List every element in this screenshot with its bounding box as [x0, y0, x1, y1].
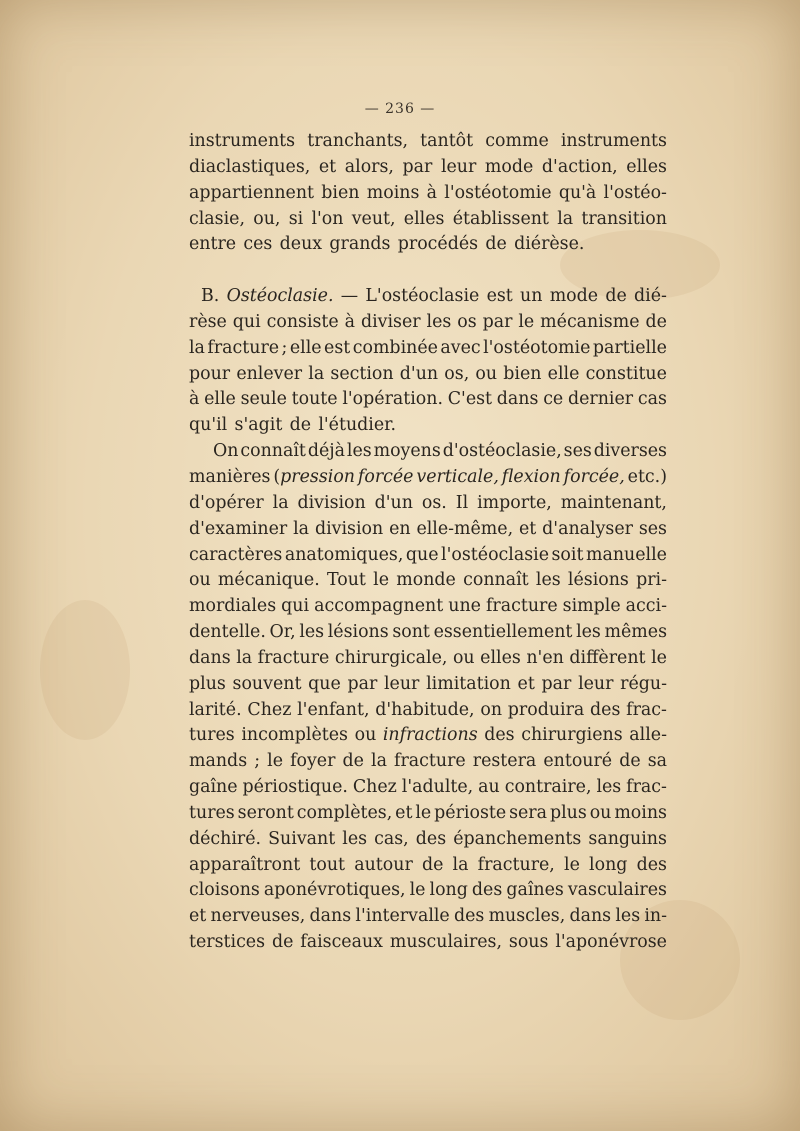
word: le	[415, 802, 432, 823]
word: les	[299, 622, 325, 643]
word: complètes,	[296, 802, 393, 823]
word: leur	[440, 156, 477, 177]
word: leur	[384, 673, 420, 694]
word: instruments	[189, 131, 296, 151]
word: moins	[366, 182, 420, 203]
word: tures	[189, 802, 235, 823]
word: la	[452, 854, 469, 875]
word: procédés	[397, 234, 479, 255]
word: clasie,	[189, 208, 245, 229]
text-line	[189, 853, 667, 879]
word: in-	[644, 906, 667, 927]
word: à	[426, 182, 438, 203]
word: avec	[440, 337, 481, 358]
word: forcée	[357, 466, 414, 487]
word: elle-même,	[416, 518, 514, 539]
word: à	[189, 389, 200, 410]
word: le	[267, 751, 283, 772]
word: vasculaires	[567, 880, 667, 901]
word: qu'il	[189, 415, 228, 436]
word: accompagnent	[314, 596, 444, 617]
word: mordiales	[189, 596, 277, 617]
word: soit	[551, 544, 584, 565]
word: fracture	[207, 337, 280, 358]
word: ses	[563, 441, 592, 462]
word: Il	[455, 492, 469, 513]
word: qu'à	[558, 182, 597, 203]
word: ces	[243, 234, 273, 255]
word: les	[596, 777, 622, 798]
word: diaclastiques,	[189, 156, 311, 177]
word: et	[517, 673, 535, 694]
word: le	[518, 311, 535, 332]
word: par	[482, 311, 513, 332]
word: foyer	[290, 751, 336, 772]
word: qui	[232, 311, 261, 332]
word: combinée	[352, 337, 438, 358]
word: la	[308, 363, 325, 384]
word: périostique.	[242, 777, 348, 798]
word: long	[589, 854, 628, 875]
word: que	[405, 544, 439, 565]
word: si	[288, 208, 304, 229]
word: elles	[626, 156, 667, 177]
text-line	[189, 775, 667, 801]
word: elle	[204, 389, 236, 410]
word: cloisons	[189, 880, 260, 901]
text-line	[189, 568, 667, 594]
text-line	[189, 387, 667, 413]
word: dans	[309, 906, 352, 927]
word: long	[429, 880, 468, 901]
word: de	[605, 286, 627, 307]
word: au	[478, 777, 500, 798]
word: frac-	[626, 699, 667, 720]
word: connaît	[463, 570, 529, 591]
word: diérèse.	[514, 234, 585, 255]
word: les	[535, 570, 561, 591]
word: est	[486, 286, 513, 307]
word: seule	[240, 389, 287, 410]
word: l'ostéoclasie	[441, 544, 549, 565]
text-line	[189, 465, 667, 491]
section-heading-line	[189, 284, 667, 310]
word: tout	[309, 854, 346, 875]
text-line	[189, 749, 667, 775]
word: les	[576, 622, 601, 643]
word: et	[189, 906, 207, 927]
word: dernier	[567, 389, 634, 410]
word: comme	[485, 131, 549, 151]
word: sa	[647, 751, 667, 772]
word: sous	[508, 932, 549, 953]
word: restera	[472, 751, 537, 772]
body-text	[189, 129, 667, 956]
word: de	[421, 854, 444, 875]
word: fracture,	[477, 854, 555, 875]
word: et	[395, 802, 413, 823]
word: plus	[189, 673, 226, 694]
word: sera	[509, 802, 547, 823]
word: établissent	[452, 208, 549, 229]
word: dié-	[634, 286, 667, 307]
word: larité.	[189, 699, 242, 720]
word: qui	[281, 596, 310, 617]
word: flexion	[501, 466, 561, 487]
word: dans	[189, 647, 231, 668]
word: de	[645, 311, 667, 332]
text-line	[189, 517, 667, 543]
word: os.	[421, 492, 447, 513]
word: C'est	[447, 389, 493, 410]
word: simple	[562, 596, 621, 617]
word: aponévrotiques,	[263, 880, 406, 901]
word: apparaîtront	[189, 854, 301, 875]
text-line	[189, 362, 667, 388]
word: consiste	[266, 311, 339, 332]
word: terstices	[189, 932, 266, 953]
text-line	[189, 672, 667, 698]
text-line	[189, 930, 667, 956]
word: des	[453, 906, 485, 927]
word: de	[619, 751, 641, 772]
word: connaît	[240, 441, 306, 462]
word: mode	[549, 286, 599, 307]
word: l'intervalle	[355, 906, 450, 927]
word: de	[485, 234, 507, 255]
word: Chez	[352, 777, 397, 798]
word: chirurgicale,	[334, 647, 448, 668]
word: la	[557, 208, 574, 229]
word: la	[293, 518, 310, 539]
word: instruments	[560, 131, 667, 151]
word: contraire,	[504, 777, 592, 798]
word: mécanique.	[217, 570, 320, 591]
word: mêmes	[604, 622, 667, 643]
word: seront	[237, 802, 294, 823]
word: de	[342, 751, 364, 772]
word: constitue	[585, 363, 667, 384]
word: monde	[396, 570, 456, 591]
word: alle-	[629, 725, 667, 746]
word: enlever	[236, 363, 303, 384]
word: caractères	[189, 544, 283, 565]
word: entouré	[543, 751, 613, 772]
word: on	[480, 699, 503, 720]
word: moins	[614, 802, 667, 823]
word: mands	[189, 751, 248, 772]
word: bien	[503, 363, 542, 384]
word: par	[347, 673, 378, 694]
text-line	[189, 232, 667, 258]
text-line	[189, 646, 667, 672]
text-line	[189, 207, 667, 233]
text-line	[189, 129, 667, 155]
word: fracture	[257, 647, 330, 668]
word: os,	[444, 363, 470, 384]
word: la	[272, 492, 289, 513]
word: d'action,	[541, 156, 618, 177]
word: d'opérer	[189, 492, 264, 513]
word: en	[389, 518, 411, 539]
word: des	[415, 828, 447, 849]
word: n'en	[526, 647, 564, 668]
word: alors,	[344, 156, 394, 177]
word: frac-	[626, 777, 667, 798]
word: rèse	[189, 311, 227, 332]
word: tantôt	[420, 131, 474, 151]
word: essentiellement	[433, 622, 573, 643]
word: importe,	[477, 492, 552, 513]
word: de	[271, 932, 294, 953]
word: ses	[638, 518, 667, 539]
word: à	[344, 311, 356, 332]
word: des	[636, 854, 667, 875]
word: L'ostéoclasie	[365, 286, 480, 307]
word: Ostéoclasie.	[226, 286, 334, 307]
word: sont	[392, 622, 430, 643]
paragraph-start-line	[189, 439, 667, 465]
word: appartiennent	[189, 182, 315, 203]
text-line	[189, 827, 667, 853]
word: moyens	[373, 441, 441, 462]
word: section	[330, 363, 394, 384]
text-line	[189, 723, 667, 749]
word: d'examiner	[189, 518, 288, 539]
word: l'aponévrose	[555, 932, 667, 953]
word: os	[457, 311, 477, 332]
word: toute	[291, 389, 338, 410]
word: plus	[549, 802, 587, 823]
word: la	[189, 337, 205, 358]
word: d'un	[374, 492, 413, 513]
text-line	[189, 904, 667, 930]
text-line	[189, 155, 667, 181]
word: lésions	[567, 570, 629, 591]
word: déjà	[307, 441, 345, 462]
word: l'adulte,	[401, 777, 474, 798]
word: une	[448, 596, 481, 617]
word: cas	[637, 389, 667, 410]
word: diffèrent	[569, 647, 646, 668]
word: etc.)	[627, 466, 667, 487]
word: est	[324, 337, 351, 358]
word: les	[426, 311, 452, 332]
word: musculaires,	[389, 932, 502, 953]
text-line	[189, 491, 667, 517]
word: ou	[354, 725, 377, 746]
word: la	[371, 751, 387, 772]
word: B.	[201, 286, 220, 307]
text-line	[189, 878, 667, 904]
word: veut,	[351, 208, 396, 229]
word: les	[342, 828, 368, 849]
word: incomplètes	[241, 725, 348, 746]
word: partielle	[592, 337, 667, 358]
word: le	[373, 570, 390, 591]
word: périoste	[434, 802, 507, 823]
word: l'ostéotomie	[483, 337, 591, 358]
word: nerveuses,	[210, 906, 306, 927]
word: d'ostéoclasie,	[442, 441, 562, 462]
word: autour	[354, 854, 413, 875]
word: chirurgiens	[521, 725, 623, 746]
word: manières	[189, 466, 271, 487]
blank-line	[189, 258, 667, 284]
word: de	[289, 415, 312, 436]
word: et	[519, 518, 537, 539]
word: pour	[189, 363, 231, 384]
page-number: — 236 —	[364, 101, 436, 117]
word: mode	[484, 156, 534, 177]
word: Chez	[247, 699, 292, 720]
word: d'analyser	[542, 518, 633, 539]
word: sanguins	[588, 828, 667, 849]
word: ou	[589, 802, 612, 823]
word: les	[615, 906, 641, 927]
word: cas,	[374, 828, 409, 849]
word: bien	[321, 182, 360, 203]
word: faisceaux	[300, 932, 383, 953]
word: fracture	[485, 596, 558, 617]
word: pri-	[636, 570, 667, 591]
word: forcée,	[563, 466, 625, 487]
word: l'ostéo-	[603, 182, 667, 203]
word: maintenant,	[560, 492, 667, 513]
word: ;	[281, 337, 288, 358]
word: ;	[254, 751, 261, 772]
text-line	[189, 698, 667, 724]
text-line	[189, 543, 667, 569]
word: muscles,	[488, 906, 566, 927]
word: elles	[403, 208, 445, 229]
word: entre	[189, 234, 237, 255]
word: l'enfant,	[297, 699, 370, 720]
word: la	[236, 647, 253, 668]
word: diverses	[593, 441, 667, 462]
word: l'opération.	[342, 389, 443, 410]
word: le	[409, 880, 426, 901]
word: des	[590, 699, 621, 720]
word: dans	[496, 389, 539, 410]
word: d'un	[399, 363, 439, 384]
word: un	[520, 286, 543, 307]
word: deux	[279, 234, 323, 255]
text-line	[189, 336, 667, 362]
word: —	[340, 286, 359, 307]
word: le	[564, 854, 580, 875]
word: division	[314, 518, 384, 539]
word: (pression	[273, 466, 355, 487]
word: Or,	[269, 622, 296, 643]
word: lésions	[327, 622, 389, 643]
word: épanchements	[453, 828, 582, 849]
word: l'ostéotomie	[444, 182, 552, 203]
word: l'on	[311, 208, 344, 229]
word: On	[213, 441, 239, 462]
word: les	[346, 441, 372, 462]
word: Suivant	[268, 828, 336, 849]
word: que	[308, 673, 341, 694]
word: manuelle	[585, 544, 667, 565]
word: acci-	[625, 596, 667, 617]
text-line	[189, 413, 667, 439]
word: s'agit	[234, 415, 283, 436]
word: verticale,	[416, 466, 499, 487]
word: gaînes	[506, 880, 564, 901]
word: anatomiques,	[284, 544, 404, 565]
word: déchiré.	[189, 828, 262, 849]
word: tranchants,	[307, 131, 409, 151]
word: des	[484, 725, 515, 746]
word: dentelle.	[189, 622, 266, 643]
word: fracture	[394, 751, 466, 772]
word: infractions	[382, 725, 478, 746]
word: leur	[578, 673, 614, 694]
word: division	[297, 492, 366, 513]
word: diviser	[360, 311, 421, 332]
word: ou,	[253, 208, 281, 229]
word: par	[402, 156, 433, 177]
word: dans	[569, 906, 612, 927]
word: d'habitude,	[375, 699, 475, 720]
text-line	[189, 801, 667, 827]
word: limitation	[426, 673, 511, 694]
word: transition	[581, 208, 667, 229]
word: ou	[189, 570, 211, 591]
word: elles	[480, 647, 521, 668]
word: régu-	[620, 673, 667, 694]
paper-stain	[40, 600, 130, 740]
word: mécanisme	[540, 311, 640, 332]
word: produira	[507, 699, 585, 720]
word: gaîne	[189, 777, 238, 798]
word: ce	[543, 389, 564, 410]
word: ou	[452, 647, 475, 668]
word: le	[651, 647, 667, 668]
word: souvent	[232, 673, 302, 694]
word: et	[318, 156, 337, 177]
word: tures	[189, 725, 235, 746]
text-line	[189, 310, 667, 336]
word: par	[541, 673, 572, 694]
word: des	[471, 880, 503, 901]
word: Tout	[326, 570, 366, 591]
word: ou	[475, 363, 498, 384]
word: grands	[329, 234, 391, 255]
word: elle	[547, 363, 580, 384]
text-line	[189, 181, 667, 207]
text-line	[189, 594, 667, 620]
text-line	[189, 620, 667, 646]
word: elle	[289, 337, 322, 358]
word: l'étudier.	[318, 415, 397, 436]
